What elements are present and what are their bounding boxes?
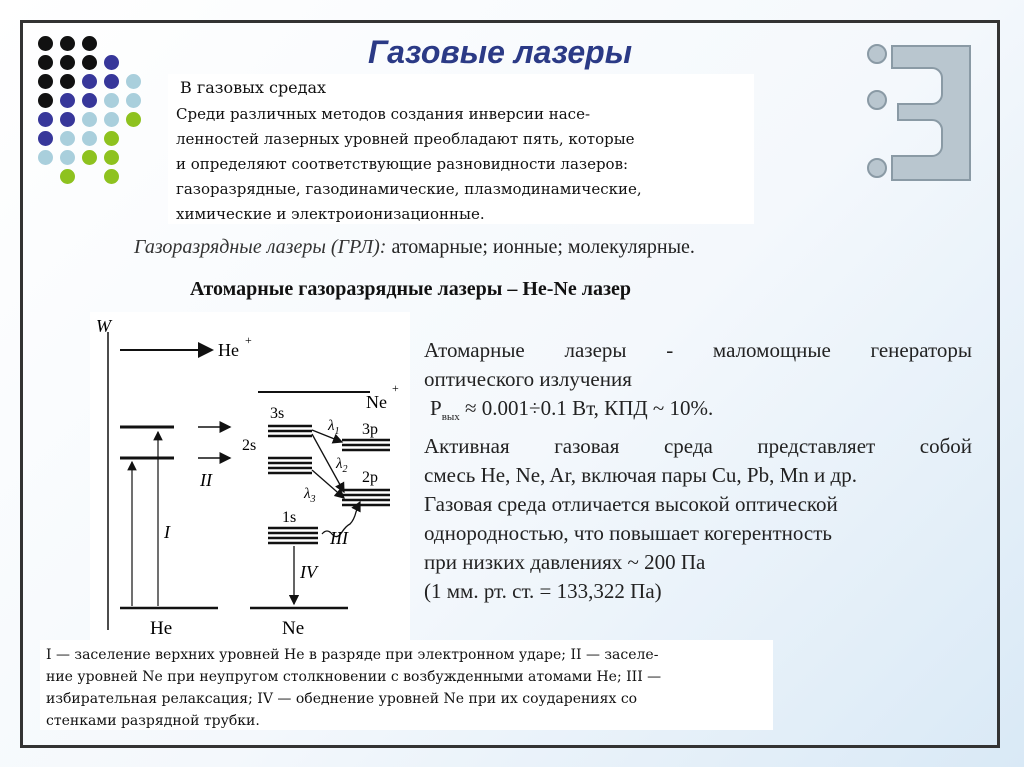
caption-line: избирательная релаксация; IV — обеднение уровней Ne при их соударениях со: [46, 691, 638, 707]
intro-line: ленностей лазерных уровней преобладают пять, которые: [176, 130, 635, 148]
axis-label-w: W: [96, 316, 111, 336]
dot: [126, 93, 141, 108]
caption-line: I — заселение верхних уровней He в разряде при электронном ударе; II — заселе-: [46, 647, 659, 663]
lambda2-label: $\lambda_2$: [336, 456, 348, 475]
dot: [60, 131, 75, 146]
diagram-caption: [40, 640, 773, 730]
grl-types: атомарные; ионные; молекулярные.: [386, 236, 695, 258]
decorative-bracket-shape: [862, 38, 982, 188]
dot: [104, 169, 119, 184]
dot: [104, 74, 119, 89]
dot: [126, 74, 141, 89]
lambda1-label: $\lambda_1$: [328, 418, 340, 437]
ne-ion-label: Ne: [366, 392, 387, 412]
power-line: [424, 394, 972, 432]
level-2p-label: 2p: [362, 469, 378, 486]
dot: [82, 150, 97, 165]
dot: [82, 131, 97, 146]
dot: [82, 112, 97, 127]
he-base-label: He: [150, 618, 173, 639]
dot: [82, 36, 97, 51]
dot: [104, 93, 119, 108]
laser-description: [424, 336, 972, 606]
intro-paragraph: [176, 102, 754, 227]
dot: [82, 74, 97, 89]
dot: [60, 55, 75, 70]
desc-line: (1 мм. рт. ст. = 133,322 Па): [424, 579, 662, 604]
process-iv-label: IV: [300, 562, 317, 582]
power-subscript: вых: [441, 411, 460, 424]
desc-line: однородностью, что повышает когерентность: [424, 521, 833, 546]
grl-line: [134, 236, 695, 259]
desc-line: смесь He, Ne, Ar, включая пары Cu, Pb, Mn и др.: [424, 463, 857, 488]
power-symbol: P: [430, 396, 442, 420]
decorative-dot-grid: [38, 36, 138, 186]
intro-text-box: [168, 74, 754, 224]
intro-line: химические и электроионизационные.: [176, 205, 485, 223]
slide-title: Газовые лазеры: [367, 34, 633, 70]
desc-line: Атомарные лазеры - маломощные генераторы: [424, 338, 972, 362]
level-3s-label: 3s: [270, 405, 285, 422]
intro-line: газоразрядные, газодинамические, плазмодинамические,: [176, 180, 642, 198]
dot: [60, 169, 75, 184]
level-3p-label: 3p: [362, 421, 378, 438]
dot: [38, 93, 53, 108]
dot: [60, 112, 75, 127]
dot: [82, 93, 97, 108]
dot: [38, 74, 53, 89]
dot: [60, 74, 75, 89]
dot: [38, 36, 53, 51]
lambda3-label: $\lambda_3$: [304, 486, 316, 505]
dot: [60, 93, 75, 108]
intro-line: и определяют соответствующие разновидности лазеров:: [176, 155, 629, 173]
dot: [38, 55, 53, 70]
intro-line: Среди различных методов создания инверсии насе-: [176, 105, 591, 123]
energy-level-diagram: [90, 312, 410, 644]
dot: [38, 150, 53, 165]
dot: [60, 150, 75, 165]
dot: [38, 112, 53, 127]
dot: [104, 112, 119, 127]
process-iii-label: III: [330, 528, 348, 548]
he-ion-label: He: [218, 340, 239, 360]
desc-line: Активная газовая среда представляет собой: [424, 434, 972, 459]
he-ion-plus: +: [245, 333, 252, 347]
level-1s-label: 1s: [282, 509, 297, 526]
ne-ion-plus: +: [392, 381, 399, 395]
process-ii-label: II: [200, 470, 212, 490]
desc-line: при низких давлениях ~ 200 Па: [424, 550, 706, 575]
ne-base-label: Ne: [282, 618, 305, 639]
dot: [82, 55, 97, 70]
dot: [104, 131, 119, 146]
section-subtitle: Атомарные газоразрядные лазеры – He-Ne лазер: [190, 278, 632, 300]
dot: [38, 131, 53, 146]
desc-line: Газовая среда отличается высокой оптической: [424, 492, 838, 517]
process-i-label: I: [164, 522, 170, 542]
dot: [104, 150, 119, 165]
caption-line: стенками разрядной трубки.: [46, 713, 260, 729]
intro-heading: В газовых средах: [180, 78, 327, 97]
dot: [60, 36, 75, 51]
grl-term: Газоразрядные лазеры (ГРЛ):: [134, 236, 387, 258]
desc-line: оптического излучения: [424, 367, 632, 391]
dot: [104, 55, 119, 70]
caption-line: ние уровней Ne при неупругом столкновении с возбужденными атомами He; III —: [46, 669, 662, 685]
power-value: ≈ 0.001÷0.1 Вт, КПД ~ 10%.: [459, 396, 714, 420]
dot: [126, 112, 141, 127]
level-2s-label: 2s: [242, 437, 257, 454]
